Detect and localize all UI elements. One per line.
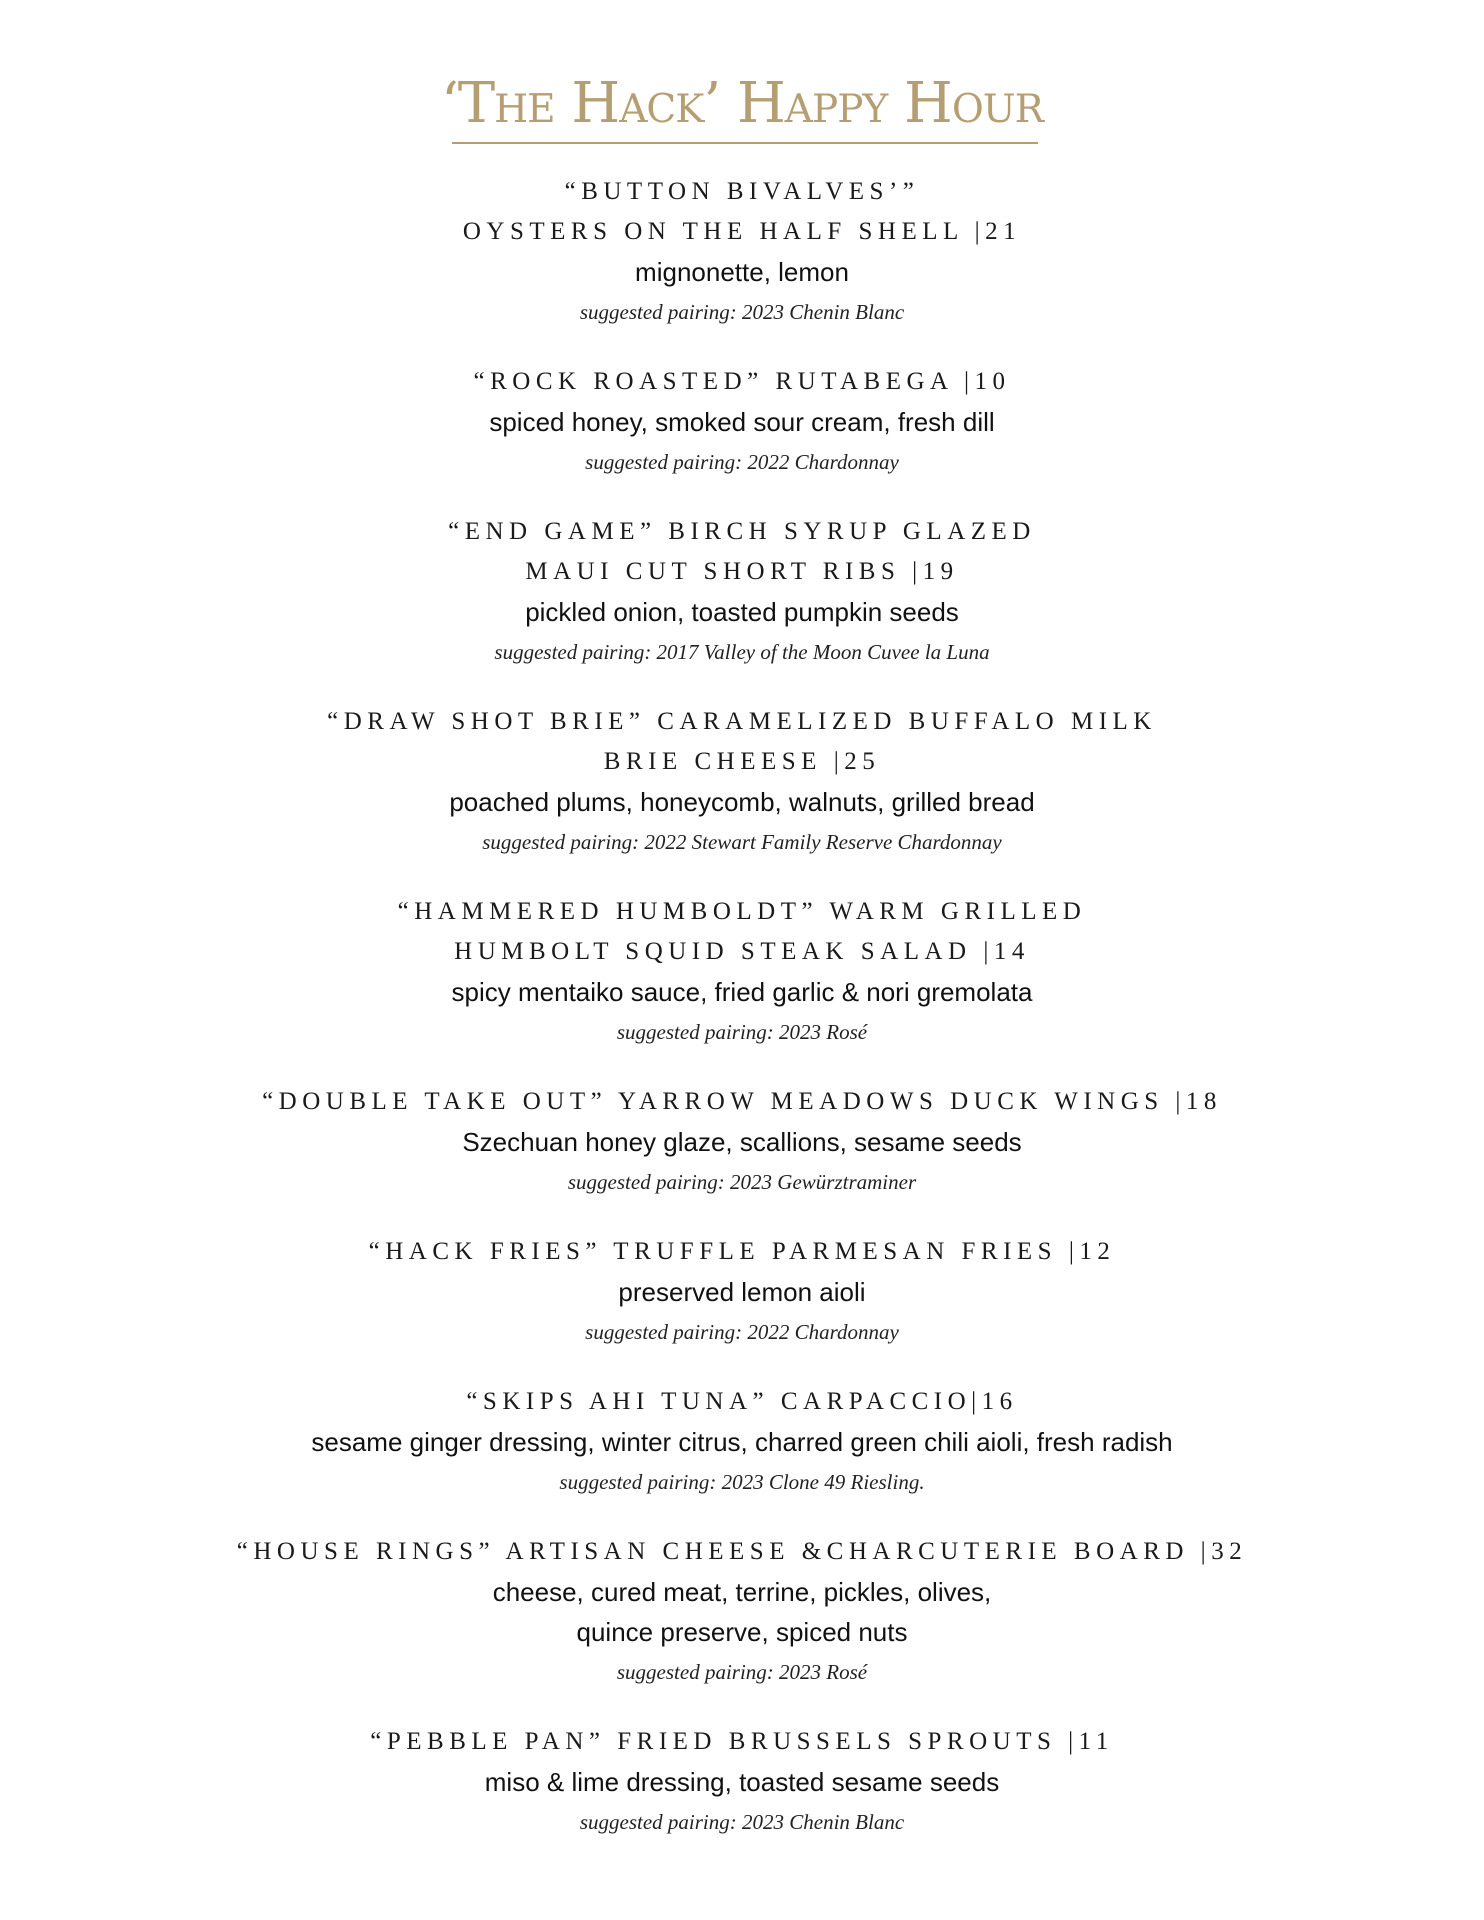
menu-item [0,1532,1484,1692]
menu-title: ‘The Hack’ Happy Hour [440,71,1044,136]
menu-item [0,892,1484,1052]
item-pairing: suggested pairing: 2023 Chenin Blanc [579,300,905,324]
menu-item [0,1382,1484,1502]
item-name: “ROCK ROASTED” RUTABEGA |10 [473,368,1011,395]
item-description: preserved lemon aioli [618,1277,866,1307]
item-description: mignonette, lemon [635,257,849,287]
menu-item [0,1722,1484,1842]
item-description: pickled onion, toasted pumpkin seeds [525,597,959,627]
item-description: Szechuan honey glaze, scallions, sesame seeds [462,1127,1022,1157]
item-name: “END GAME” BIRCH SYRUP GLAZED MAUI CUT SHORT RIBS |19 [448,518,1036,585]
item-pairing: suggested pairing: 2022 Chardonnay [585,450,899,474]
item-pairing: suggested pairing: 2023 Clone 49 Riesling. [559,1470,925,1494]
menu-item [0,362,1484,482]
item-description: miso & lime dressing, toasted sesame seeds [484,1767,1000,1797]
item-pairing: suggested pairing: 2023 Chenin Blanc [579,1810,905,1834]
item-description: spicy mentaiko sauce, fried garlic & nori gremolata [451,977,1033,1007]
item-pairing: suggested pairing: 2022 Chardonnay [585,1320,899,1344]
item-name: “HACK FRIES” TRUFFLE PARMESAN FRIES |12 [368,1238,1116,1265]
menu-item [0,512,1484,672]
item-name: “SKIPS AHI TUNA” CARPACCIO|16 [466,1388,1018,1415]
item-description: poached plums, honeycomb, walnuts, grilled bread [449,787,1035,817]
menu-item [0,1232,1484,1352]
item-name: “BUTTON BIVALVES’” OYSTERS ON THE HALF SHELL |21 [462,178,1022,245]
title-divider [452,142,1038,144]
item-name: “PEBBLE PAN” FRIED BRUSSELS SPROUTS |11 [370,1728,1114,1755]
item-name: “HOUSE RINGS” ARTISAN CHEESE &CHARCUTERIE BOARD |32 [236,1538,1248,1565]
item-description: sesame ginger dressing, winter citrus, charred green chili aioli, fresh radish [311,1427,1173,1457]
menu-list [0,172,1484,1872]
item-pairing: suggested pairing: 2023 Rosé [616,1660,868,1684]
item-pairing: suggested pairing: 2022 Stewart Family Reserve Chardonnay [482,830,1002,854]
item-name: “DOUBLE TAKE OUT” YARROW MEADOWS DUCK WINGS |18 [262,1088,1222,1115]
item-pairing: suggested pairing: 2017 Valley of the Moon Cuvee la Luna [494,640,990,664]
item-description: cheese, cured meat, terrine, pickles, olives, quince preserve, spiced nuts [492,1577,992,1647]
menu-item [0,702,1484,862]
item-name: “DRAW SHOT BRIE” CARAMELIZED BUFFALO MILK BRIE CHEESE |25 [327,708,1157,775]
item-name: “HAMMERED HUMBOLDT” WARM GRILLED HUMBOLT SQUID STEAK SALAD |14 [397,898,1087,965]
item-description: spiced honey, smoked sour cream, fresh dill [489,407,995,437]
menu-item [0,172,1484,332]
menu-item [0,1082,1484,1202]
item-pairing: suggested pairing: 2023 Rosé [616,1020,868,1044]
item-pairing: suggested pairing: 2023 Gewürztraminer [567,1170,917,1194]
title-wrap [0,72,1484,144]
